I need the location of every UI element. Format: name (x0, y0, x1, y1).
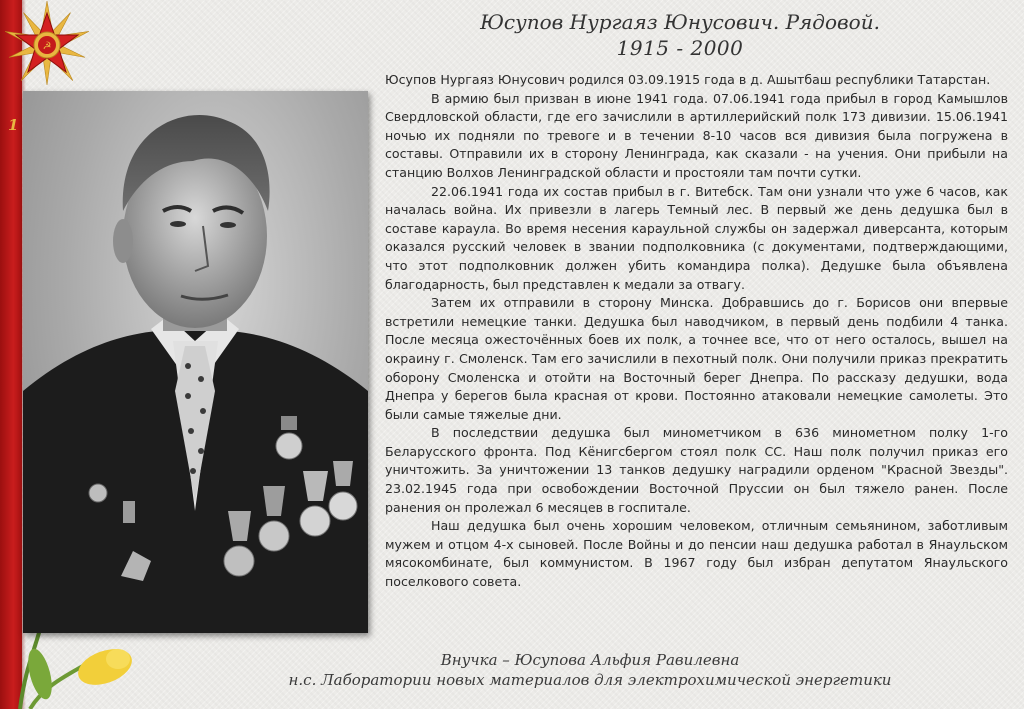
biography-paragraph: Наш дедушка был очень хорошим человеком, отличным семьянином, заботливым мужем и отцом 4-х сыновей. После Войны и до пенсии наш дедушка работал в Янаульском мясокомбинате, был коммунистом. В 1967 году был избран депутатом Янаульского поселкового совета. (385, 518, 1008, 590)
portrait-illustration (23, 91, 368, 633)
portrait-photo (23, 91, 368, 633)
ribbon-digit: 1 (8, 116, 19, 134)
biography-text (385, 71, 1008, 592)
biography-paragraph: Затем их отправили в сторону Минска. Добравшись до г. Борисов они впервые встретили немецкие танки. Дедушка был наводчиком, в первый день подбили 4 танка. После месяца ожесточённых боев их полк, а точнее все, что от него осталось, вышел на окраину г. Смоленск. Там его зачислили в пехотный полк. Они получили приказ прекратить оборону Смоленска и отойти на Восточный берег Днепра. По рассказу дедушки, вода Днепра у берегов была красная от крови. Постоянно атаковали немецкие самолеты. Это были самые тяжелые дни. (385, 295, 1008, 422)
biography-paragraph: Юсупов Нургаяз Юнусович родился 03.09.1915 года в д. Ашытбаш республики Татарстан. (385, 72, 991, 87)
order-patriotic-war-icon (2, 0, 92, 90)
author-position: н.с. Лаборатории новых материалов для электрохимической энергетики (288, 671, 892, 689)
life-years: 1915 - 2000 (616, 36, 744, 60)
author-signature: Внучка – Юсупова Альфия Равилевна (440, 651, 740, 669)
biography-paragraph: В армию был призван в июне 1941 года. 07.06.1941 года прибыл в город Камышлов Свердловской области, где его зачислили в артиллерийский полк 173 дивизии. 15.06.1941 ночью их подняли по тревоге и в течении 8-10 часов вся дивизия была погружена в составы. Отправили их в сторону Ленинграда, как сказали - на учения. Они прибыли на станцию Волхов Ленинградской области и простояли там почти сутки. (385, 90, 1008, 180)
svg-text:☭: ☭ (42, 41, 52, 52)
page-title: Юсупов Нургаяз Юнусович. Рядовой. (480, 10, 880, 34)
biography-paragraph: 22.06.1941 года их состав прибыл в г. Витебск. Там они узнали что уже 6 часов, как началась война. Их привезли в лагерь Темный лес. В первый же день дедушка был в составе караула. Во время несения караульной службы он задержал диверсанта, которым оказался русский человек в звании подполковника (с документами, подтверждающими, что этот подполковник должен убить командира полка). Дедушке была объявлена благодарность, был представлен к медали за отвагу. (385, 183, 1008, 292)
biography-paragraph: В последствии дедушка был минометчиком в 636 минометном полку 1-го Беларусского фронта. Под Кёнигсбергом стоял полк СС. Наш полк получил приказ его уничтожить. За уничтожении 13 танков дедушку наградили орденом "Красной Звезды". 23.02.1945 года при освобождении Восточной Пруссии он был тяжело ранен. После ранения он пролежал 6 месяцев в госпитале. (385, 425, 1008, 515)
